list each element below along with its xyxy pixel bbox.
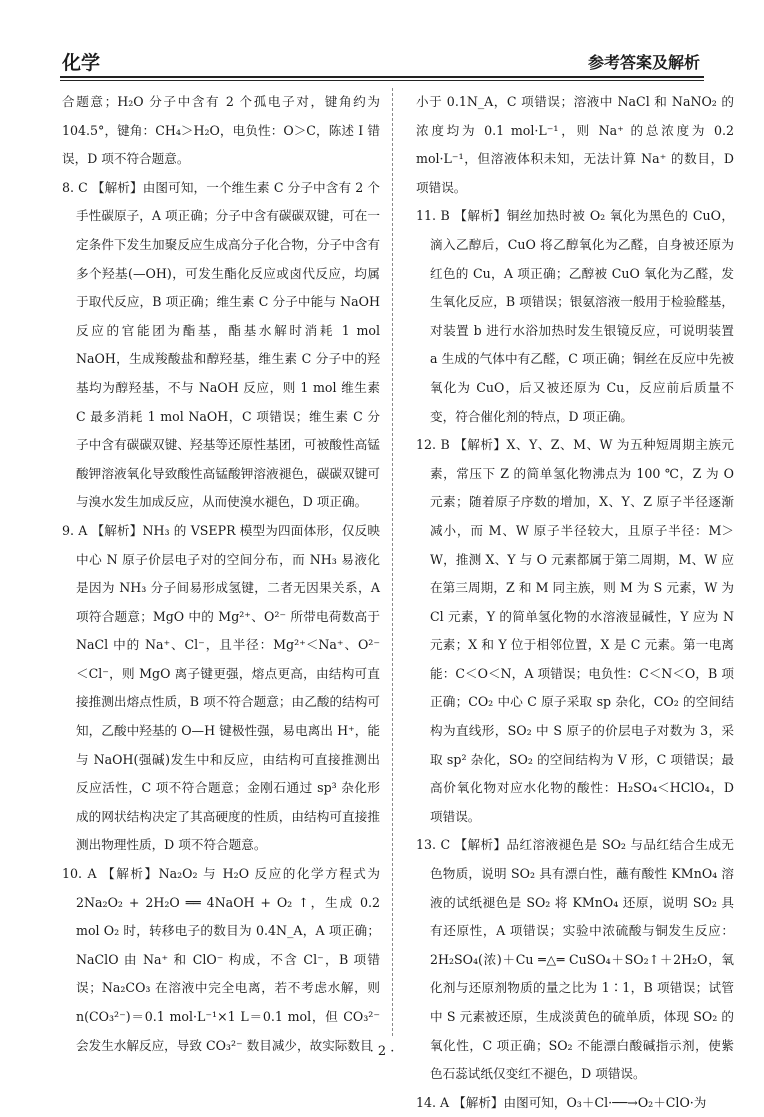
answer-13: 13. C 【解析】品红溶液褪色是 SO₂ 与品红结合生成无色物质，说明 SO₂ 具有漂白性，蘸有酸性 KMnO₄ 溶液的试纸褪色是 SO₂ 将 KMnO₄ 还原，说明 SO₂ 具有还原性，A 项错误；实验中浓硫酸与铜发生反应：2H₂SO₄(浓)＋Cu ═△═ CuSO₄＋SO₂↑＋2H₂O，氧化剂与还原剂物质的量之比为 1∶1，B 项错误；试管中 S 元素被还原，生成淡黄色的硫单质，体现 SO₂ 的氧化性，C 项正确；SO₂ 不能漂白酸碱指示剂，使紫色石蕊试纸仅变红不褪色，D 项错误。: [416, 837, 734, 1082]
subject-title: 化学: [62, 52, 101, 74]
page-number: · 2 ·: [369, 1044, 395, 1059]
header-rule-thin: [60, 80, 704, 81]
answer-12: 12. B 【解析】X、Y、Z、M、W 为五种短周期主族元素，常压下 Z 的简单氢化物沸点为 100 ℃，Z 为 O 元素；随着原子序数的增加，X、Y、Z 原子半径逐渐减小，而 M、W 原子半径较大，且原子半径：M＞W，推测 X、Y 与 O 元素都属于第二周期，M、W 应在第三周期，Z 和 M 同主族，则 M 为 S 元素，W 为 Cl 元素，Y 的简单氢化物的水溶液显碱性，Y 应为 N 元素；X 和 Y 位于相邻位置，X 是 C 元素。第一电离能：C＜O＜N，A 项错误；电负性：C＜N＜O，B 项正确；CO₂ 中心 C 原子采取 sp 杂化，CO₂ 的空间结构为直线形，SO₂ 中 S 原子的价层电子对数为 3，采取 sp² 杂化，SO₂ 的空间结构为 V 形，C 项错误；最高价氧化物对应水化物的酸性：H₂SO₄＜HClO₄，D 项错误。: [416, 437, 734, 824]
left-column: [62, 88, 380, 1060]
right-column: [416, 88, 734, 1117]
answer-14: 14. A 【解析】由图可知，O₃＋Cl·──→O₂＋ClO·为: [416, 1094, 707, 1110]
answer-8: 8. C 【解析】由图可知，一个维生素 C 分子中含有 2 个手性碳原子，A 项正确；分子中含有碳碳双键，可在一定条件下发生加聚反应生成高分子化合物，分子中含有多个羟基(—OH)，可发生酯化反应或卤代反应，均属于取代反应，B 项正确；维生素 C 分子中能与 NaOH 反应的官能团为酯基，酯基水解时消耗 1 mol NaOH，生成羧酸盐和醇羟基，维生素 C 分子中的羟基均为醇羟基，不与 NaOH 反应，则 1 mol 维生素 C 最多消耗 1 mol NaOH，C 项错误；维生素 C 分子中含有碳碳双键、羟基等还原性基团，可被酸性高锰酸钾溶液氧化导致酸性高锰酸钾溶液褪色，碳碳双键可与溴水发生加成反应，从而使溴水褪色，D 项正确。: [62, 179, 380, 510]
paragraph-7-continued: 合题意；H₂O 分子中含有 2 个孤电子对，键角约为 104.5°，键角：CH₄＞H₂O，电负性：O＞C，陈述 Ⅰ 错误，D 项不符合题意。: [62, 94, 380, 167]
paragraph-10-continued: 小于 0.1N_A，C 项错误；溶液中 NaCl 和 NaNO₂ 的浓度均为 0.1 mol·L⁻¹，则 Na⁺ 的总浓度为 0.2 mol·L⁻¹，但溶液体积未知，无法计算 Na⁺ 的数目，D 项错误。: [416, 94, 734, 195]
answer-9: 9. A 【解析】NH₃ 的 VSEPR 模型为四面体形，仅反映中心 N 原子价层电子对的空间分布，而 NH₃ 易液化是因为 NH₃ 分子间易形成氢键，二者无因果关系，A 项符合题意；MgO 中的 Mg²⁺、O²⁻ 所带电荷数高于 NaCl 中的 Na⁺、Cl⁻，且半径：Mg²⁺＜Na⁺、O²⁻＜Cl⁻，则 MgO 离子键更强，熔点更高，由结构可直接推测出熔点性质，B 项不符合题意；由乙酸的结构可知，乙酸中羟基的 O—H 键极性强，易电离出 H⁺，能与 NaOH(强碱)发生中和反应，由结构可直接推测出反应活性，C 项不符合题意；金刚石通过 sp³ 杂化形成的网状结构决定了其高硬度的性质，由结构可直接推测出物理性质，D 项不符合题意。: [62, 522, 380, 853]
header-rule-thick: [60, 76, 704, 78]
column-divider: [392, 88, 393, 1036]
section-title: 参考答案及解析: [587, 53, 700, 72]
answer-11: 11. B 【解析】铜丝加热时被 O₂ 氧化为黑色的 CuO，滴入乙醇后，CuO 将乙醇氧化为乙醛，自身被还原为红色的 Cu，A 项正确；乙醇被 CuO 氧化为乙醛，发生氧化反应，B 项错误；银氨溶液一般用于检验醛基，对装置 b 进行水浴加热时发生银镜反应，可说明装置 a 生成的气体中有乙醛，C 项正确；铜丝在反应中先被氧化为 CuO，后又被还原为 Cu，反应前后质量不变，符合催化剂的特点，D 项正确。: [416, 208, 734, 424]
answer-10: 10. A 【解析】Na₂O₂ 与 H₂O 反应的化学方程式为 2Na₂O₂ + 2H₂O ══ 4NaOH + O₂ ↑，生成 0.2 mol O₂ 时，转移电子的数目为 0.4N_A，A 项正确；NaClO 由 Na⁺ 和 ClO⁻ 构成，不含 Cl⁻，B 项错误；Na₂CO₃ 在溶液中完全电离，若不考虑水解，则 n(CO₃²⁻)＝0.1 mol·L⁻¹×1 L＝0.1 mol，但 CO₃²⁻ 会发生水解反应，导致 CO₃²⁻ 数目减少，故实际数目: [62, 866, 380, 1053]
